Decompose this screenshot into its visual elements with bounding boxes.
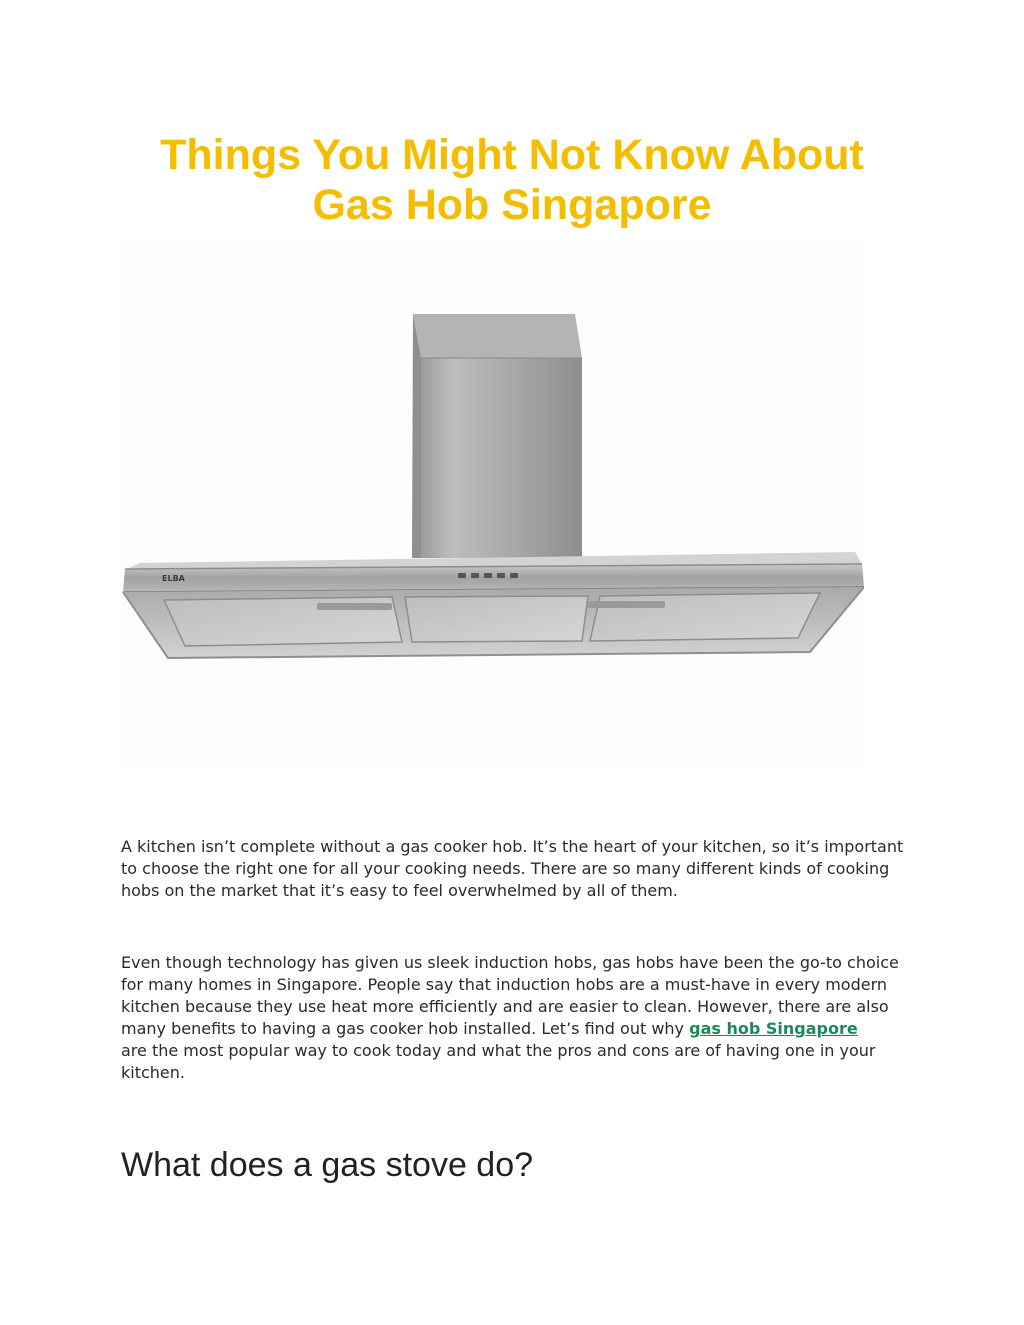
intro-paragraph: A kitchen isn’t complete without a gas cooker hob. It’s the heart of your kitchen, so it’s important to choose the right one for all your cooking needs. There are so many different kinds of cooking hobs on the market that it’s easy to feel overwhelmed by all of them. <box>121 837 904 900</box>
page-title-line-2: Gas Hob Singapore <box>312 181 712 229</box>
filter-middle <box>405 596 588 642</box>
cooker-hood-image <box>120 240 864 765</box>
chimney-top <box>413 314 582 358</box>
benefits-paragraph-text: Even though technology has given us sleek induction hobs, gas hobs have been the go-to choice for many homes in Singapore. People say that induction hobs are a must-have in every modern kitchen because they use heat more efficiently and are easier to clean. However, there are also many benefits to having a gas cooker hob installed. Let’s find out why <box>121 953 899 1038</box>
chimney-side <box>412 314 421 558</box>
benefits-paragraph <box>121 952 911 1084</box>
page-title-line-1: Things You Might Not Know About <box>160 131 864 179</box>
brand-logo: ELBA <box>162 574 185 583</box>
section-heading: What does a gas stove do? <box>121 1146 534 1184</box>
light-left <box>317 603 392 610</box>
gas-hob-singapore-link[interactable]: gas hob Singapore <box>689 1019 858 1038</box>
chimney-front <box>421 358 582 558</box>
light-right <box>587 601 665 608</box>
page-title <box>0 130 1024 230</box>
benefits-paragraph-text-continued: are the most popular way to cook today and what the pros and cons are of having one in your kitchen. <box>121 1041 876 1082</box>
filter-right <box>590 593 820 641</box>
